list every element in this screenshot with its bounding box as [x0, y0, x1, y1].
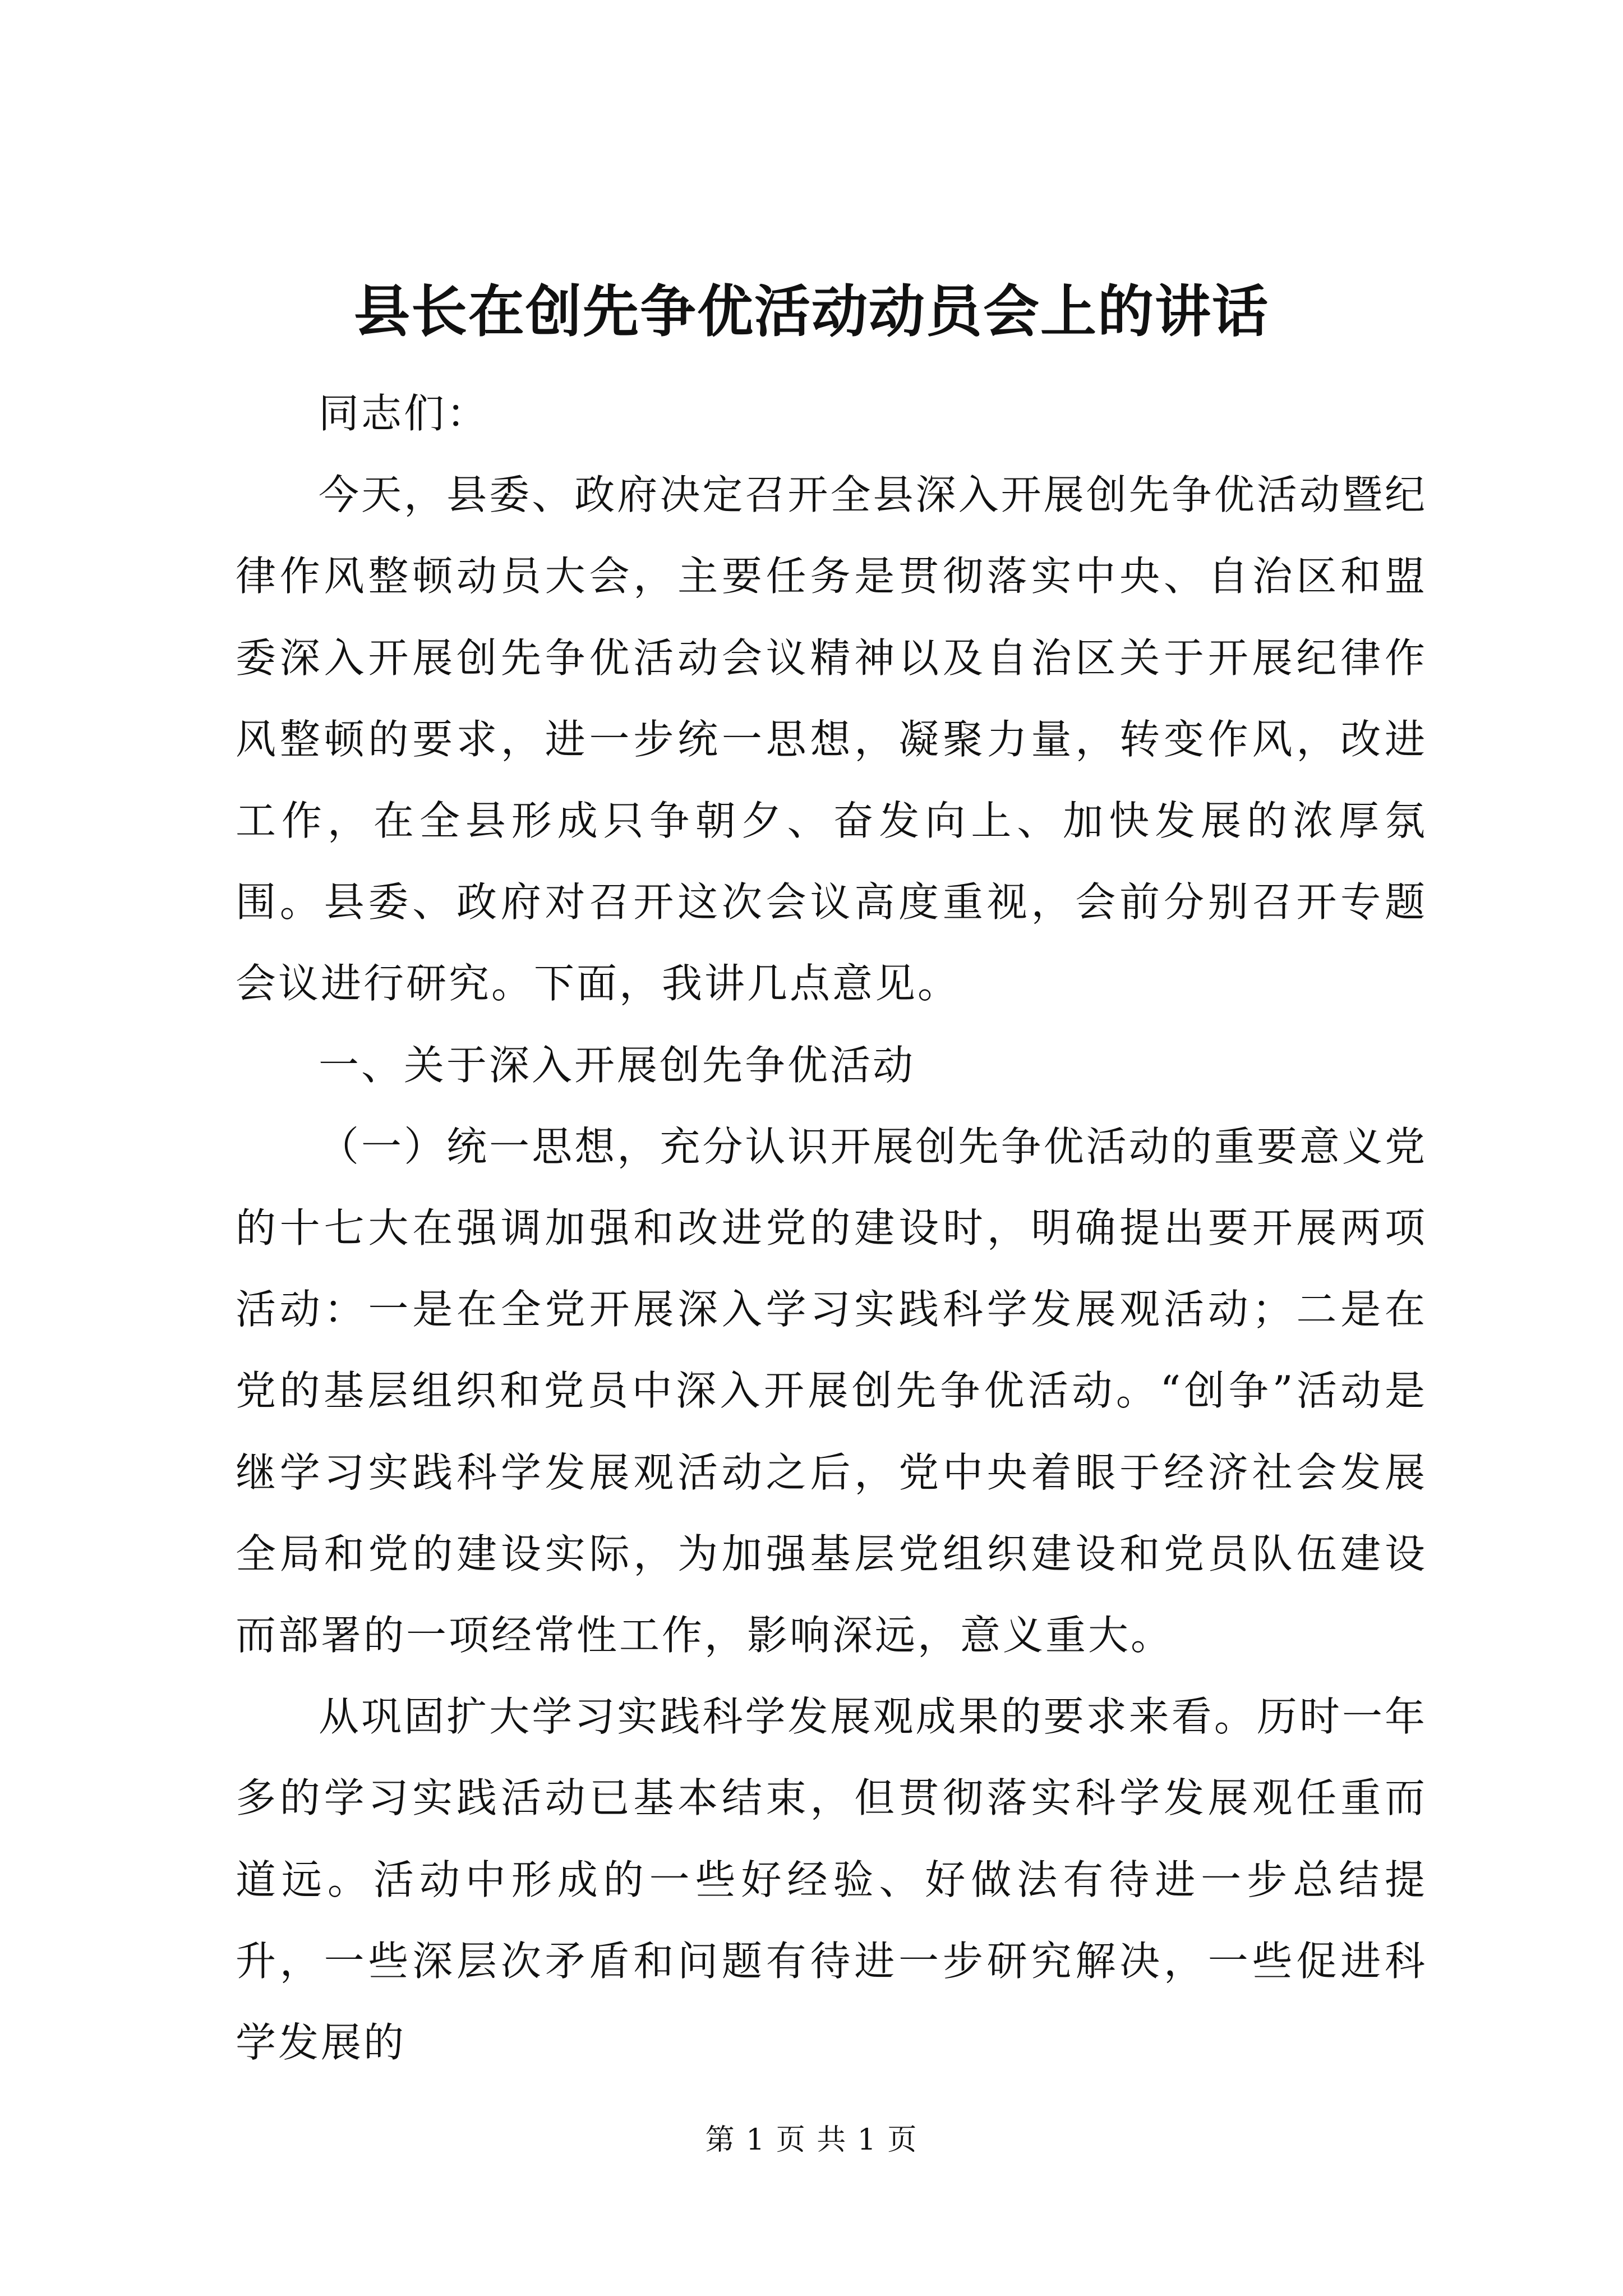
- document-body: [236, 373, 1427, 2083]
- paragraph-intro: 今天，县委、政府决定召开全县深入开展创先争优活动暨纪律作风整顿动员大会，主要任务是贯彻落实中央、自治区和盟委深入开展创先争优活动会议精神以及自治区关于开展纪律作风整顿的要求，进一步统一思想，凝聚力量，转变作风，改进工作，在全县形成只争朝夕、奋发向上、加快发展的浓厚氛围。县委、政府对召开这次会议高度重视，会前分别召开专题会议进行研究。下面，我讲几点意见。: [236, 471, 1427, 1007]
- document-title: 县长在创先争优活动动员会上的讲话: [354, 278, 1269, 344]
- paragraph-consolidation: 从巩固扩大学习实践科学发展观成果的要求来看。历时一年多的学习实践活动已基本结束，但贯彻落实科学发展观任重而道远。活动中形成的一些好经验、好做法有待进一步总结提升，一些深层次矛盾和问题有待进一步研究解决，一些促进科学发展的: [236, 1693, 1427, 2067]
- paragraph-subsection-1: （一）统一思想，充分认识开展创先争优活动的重要意义党的十七大在强调加强和改进党的建设时，明确提出要开展两项活动：一是在全党开展深入学习实践科学发展观活动；二是在党的基层组织和党员中深入开展创先争优活动。“创争”活动是继学习实践科学发展观活动之后，党中央着眼于经济社会发展全局和党的建设实际，为加强基层党组织建设和党员队伍建设而部署的一项经常性工作，影响深远，意义重大。: [236, 1122, 1427, 1659]
- greeting: 同志们：: [319, 390, 490, 437]
- page-footer: 第 1 页 共 1 页: [705, 2123, 918, 2157]
- section-heading-1: 一、关于深入开展创先争优活动: [319, 1041, 916, 1089]
